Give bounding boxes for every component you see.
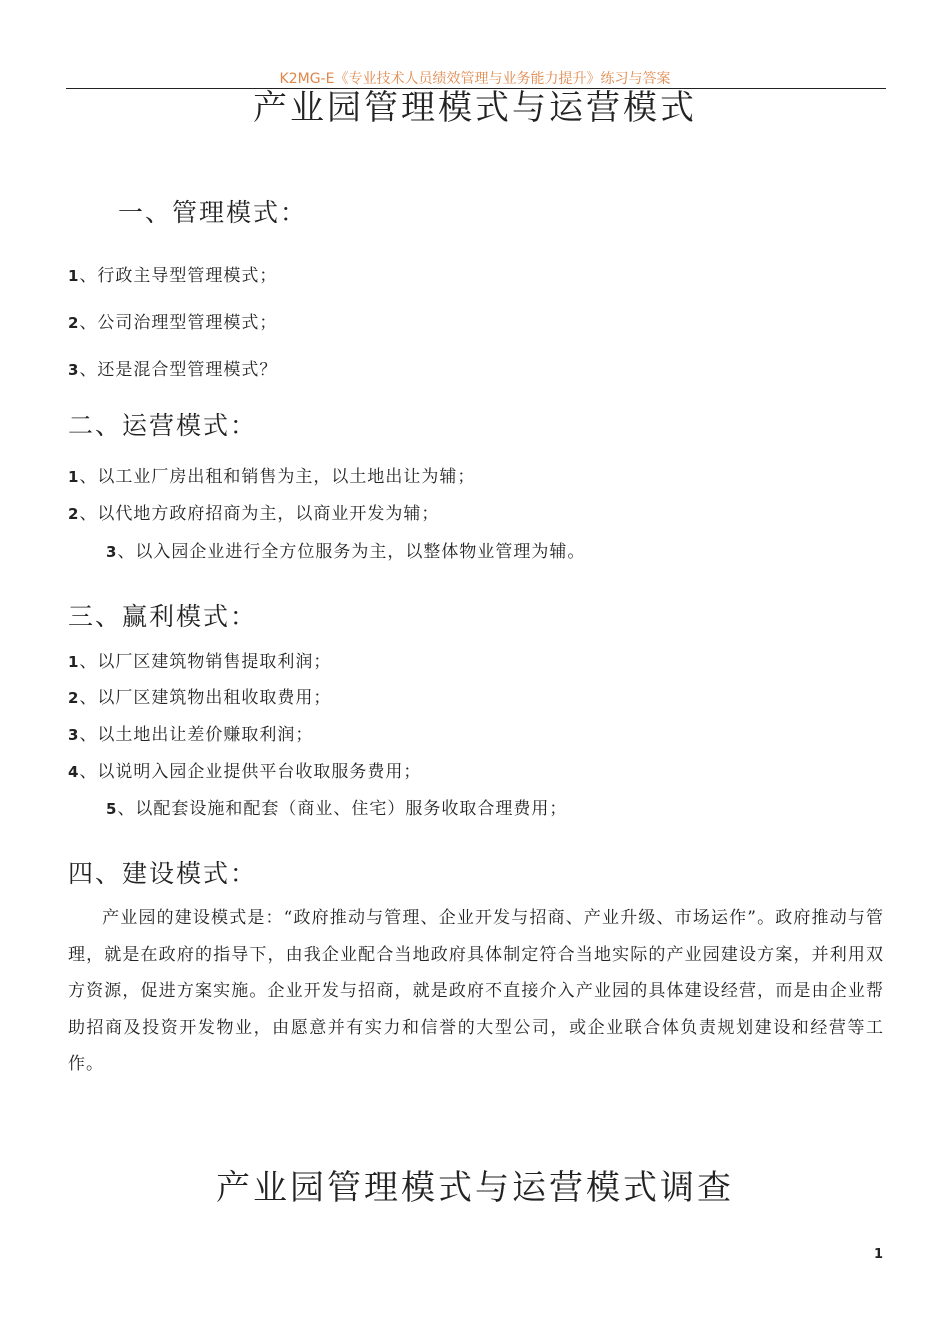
item-number: 3 [68, 361, 80, 379]
list-item [68, 462, 475, 487]
item-number: 1 [68, 267, 80, 285]
list-item [68, 355, 277, 380]
item-text: 、还是混合型管理模式？ [79, 360, 278, 380]
item-text: 、以厂区建筑物出租收取费用； [79, 688, 332, 708]
list-item [106, 537, 585, 562]
item-number: 3 [106, 543, 118, 561]
list-item [68, 683, 331, 708]
section-heading-profit: 三、赢利模式： [68, 602, 258, 631]
item-text: 、以土地出让差价赚取利润； [79, 725, 314, 745]
section-heading-construction: 四、建设模式： [68, 859, 258, 888]
item-number: 2 [68, 505, 80, 523]
item-number: 3 [68, 726, 80, 744]
item-text: 、以代地方政府招商为主，以商业开发为辅； [79, 504, 440, 524]
item-number: 2 [68, 314, 80, 332]
list-item [68, 647, 331, 672]
paragraph-text: 产业园的建设模式是：“政府推动与管理、企业开发与招商、产业升级、市场运作”。政府推动与管理，就是在政府的指导下，由我企业配合当地政府具体制定符合当地实际的产业园建设方案，并利用双方资源，促进方案实施。企业开发与招商，就是政府不直接介入产业园的具体建设经营，而是由企业帮助招商及投资开发物业，由愿意并有实力和信誉的大型公司，或企业联合体负责规划建设和经营等工作。 [68, 908, 884, 1074]
list-item [68, 757, 421, 782]
item-text: 、行政主导型管理模式； [79, 266, 278, 286]
item-text: 、以入园企业进行全方位服务为主，以整体物业管理为辅。 [117, 542, 586, 562]
item-text: 、以工业厂房出租和销售为主，以土地出让为辅； [79, 467, 476, 487]
second-document-title: 产业园管理模式与运营模式调查 [216, 1168, 734, 1208]
page-header-text: K2MG-E《专业技术人员绩效管理与业务能力提升》练习与答案 [279, 71, 671, 87]
section-heading-operation: 二、运营模式： [68, 411, 258, 440]
section-heading-management: 一、管理模式： [118, 198, 308, 227]
item-number: 2 [68, 689, 80, 707]
item-text: 、以厂区建筑物销售提取利润； [79, 652, 332, 672]
item-text: 、以说明入园企业提供平台收取服务费用； [79, 762, 422, 782]
item-number: 1 [68, 468, 80, 486]
list-item [68, 261, 277, 286]
page-number: 1 [873, 1247, 883, 1262]
item-text: 、以配套设施和配套（商业、住宅）服务收取合理费用； [117, 799, 568, 819]
list-item [68, 720, 313, 745]
construction-paragraph [68, 900, 884, 1083]
item-number: 5 [106, 800, 118, 818]
list-item [106, 794, 567, 819]
list-item [68, 499, 439, 524]
list-item [68, 308, 277, 333]
item-text: 、公司治理型管理模式； [79, 313, 278, 333]
item-number: 1 [68, 653, 80, 671]
item-number: 4 [68, 763, 80, 781]
document-title: 产业园管理模式与运营模式 [253, 88, 697, 128]
